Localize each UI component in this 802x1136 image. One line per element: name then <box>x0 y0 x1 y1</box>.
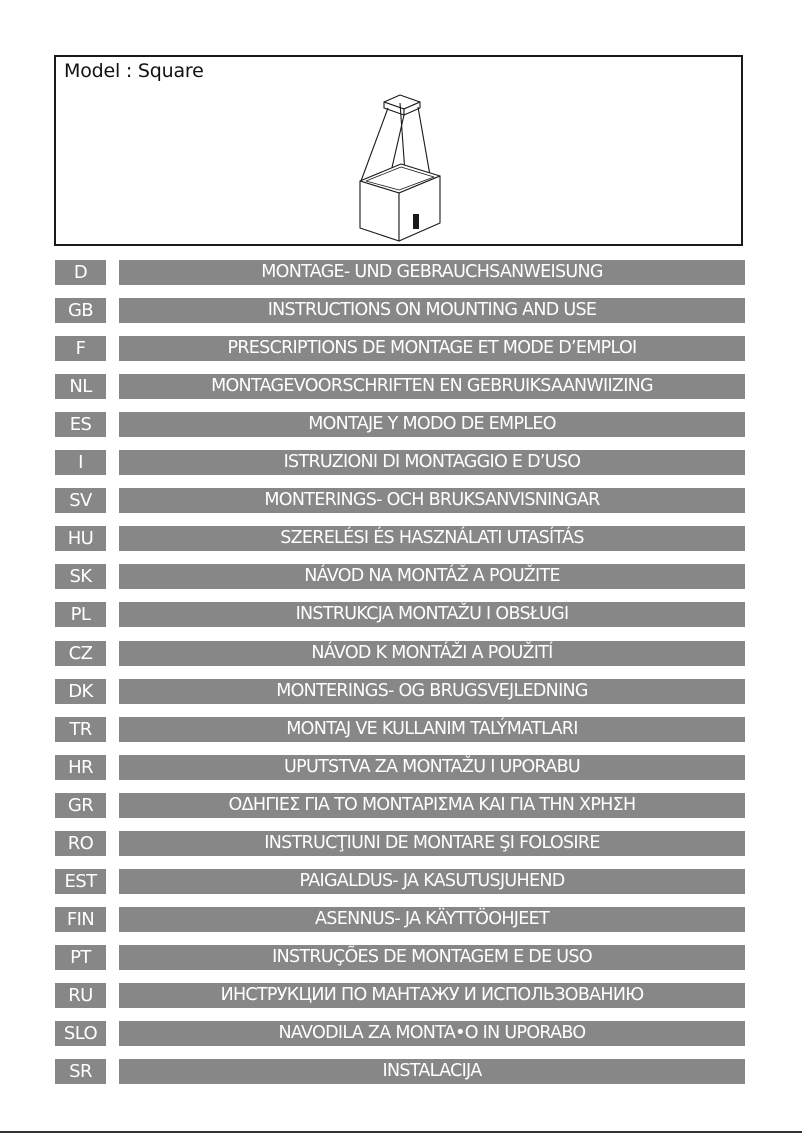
language-row-sr <box>55 1059 745 1084</box>
language-title: INSTALACIJA <box>119 1059 745 1084</box>
language-title: NAVODILA ZA MONTA•O IN UPORABO <box>119 1021 745 1046</box>
language-title: INSTRUÇÕES DE MONTAGEM E DE USO <box>119 945 745 970</box>
language-code: FIN <box>55 907 106 932</box>
language-title: MONTAGEVOORSCHRIFTEN EN GEBRUIKSAANWIIZING <box>119 374 745 399</box>
language-title: SZERELÉSI ÉS HASZNÁLATI UTASÍTÁS <box>119 526 745 551</box>
language-row-es <box>55 412 745 437</box>
language-title: INSTRUCTIONS ON MOUNTING AND USE <box>119 298 745 323</box>
page-bottom-rule <box>0 1131 802 1133</box>
language-title: PAIGALDUS- JA KASUTUSJUHEND <box>119 869 745 894</box>
language-title: PRESCRIPTIONS DE MONTAGE ET MODE D’EMPLOI <box>119 336 745 361</box>
language-row-f <box>55 336 745 361</box>
hood-illustration <box>56 57 741 244</box>
language-code: SK <box>55 564 106 589</box>
language-row-pt <box>55 945 745 970</box>
language-code: TR <box>55 717 106 742</box>
language-row-d <box>55 260 745 285</box>
model-box <box>54 55 743 246</box>
language-title: MONTERINGS- OCH BRUKSANVISNINGAR <box>119 488 745 513</box>
language-title: MONTAJ VE KULLANIM TALÝMATLARI <box>119 717 745 742</box>
model-label: Model : Square <box>64 60 204 82</box>
language-code: RU <box>55 983 106 1008</box>
language-row-sv <box>55 488 745 513</box>
language-row-cz <box>55 641 745 666</box>
language-code: D <box>55 260 106 285</box>
language-code: SR <box>55 1059 106 1084</box>
language-title: INSTRUKCJA MONTAŽU I OBSŁUGI <box>119 602 745 627</box>
language-code: SV <box>55 488 106 513</box>
language-row-fin <box>55 907 745 932</box>
language-title: ΟΔΗΓΙΕΣ ΓΙΑ ΤΟ ΜΟΝΤΑΡΙΣΜΑ ΚΑΙ ΓΙΑ ΤΗΝ ΧΡΗΣΗ <box>119 793 745 818</box>
language-row-ro <box>55 831 745 856</box>
language-row-hu <box>55 526 745 551</box>
language-code: RO <box>55 831 106 856</box>
language-title: NÁVOD K MONTÁŽI A POUŽITÍ <box>119 641 745 666</box>
language-code: NL <box>55 374 106 399</box>
language-row-est <box>55 869 745 894</box>
language-row-slo <box>55 1021 745 1046</box>
language-row-hr <box>55 755 745 780</box>
language-code: CZ <box>55 641 106 666</box>
language-row-gb <box>55 298 745 323</box>
language-title: ИНСТРУКЦИИ ПО МАНТАЖУ И ИСПОЛЬЗОВАНИЮ <box>119 983 745 1008</box>
language-code: PT <box>55 945 106 970</box>
language-code: GR <box>55 793 106 818</box>
language-row-sk <box>55 564 745 589</box>
language-title: UPUTSTVA ZA MONTAŽU I UPORABU <box>119 755 745 780</box>
language-code: SLO <box>55 1021 106 1046</box>
language-title: MONTAGE- UND GEBRAUCHSANWEISUNG <box>119 260 745 285</box>
language-code: PL <box>55 602 106 627</box>
language-row-dk <box>55 679 745 704</box>
language-code: EST <box>55 869 106 894</box>
language-title: MONTERINGS- OG BRUGSVEJLEDNING <box>119 679 745 704</box>
language-title: NÁVOD NA MONTÁŽ A POUŽITE <box>119 564 745 589</box>
language-row-pl <box>55 602 745 627</box>
language-title: MONTAJE Y MODO DE EMPLEO <box>119 412 745 437</box>
language-title: INSTRUCŢIUNI DE MONTARE ŞI FOLOSIRE <box>119 831 745 856</box>
language-row-tr <box>55 717 745 742</box>
language-code: DK <box>55 679 106 704</box>
language-code: ES <box>55 412 106 437</box>
language-code: F <box>55 336 106 361</box>
language-title: ISTRUZIONI DI MONTAGGIO E D’USO <box>119 450 745 475</box>
language-code: HR <box>55 755 106 780</box>
language-row-i <box>55 450 745 475</box>
language-row-gr <box>55 793 745 818</box>
language-row-ru <box>55 983 745 1008</box>
language-title: ASENNUS- JA KÄYTTÖOHJEET <box>119 907 745 932</box>
language-code: I <box>55 450 106 475</box>
language-code: GB <box>55 298 106 323</box>
language-row-nl <box>55 374 745 399</box>
language-code: HU <box>55 526 106 551</box>
